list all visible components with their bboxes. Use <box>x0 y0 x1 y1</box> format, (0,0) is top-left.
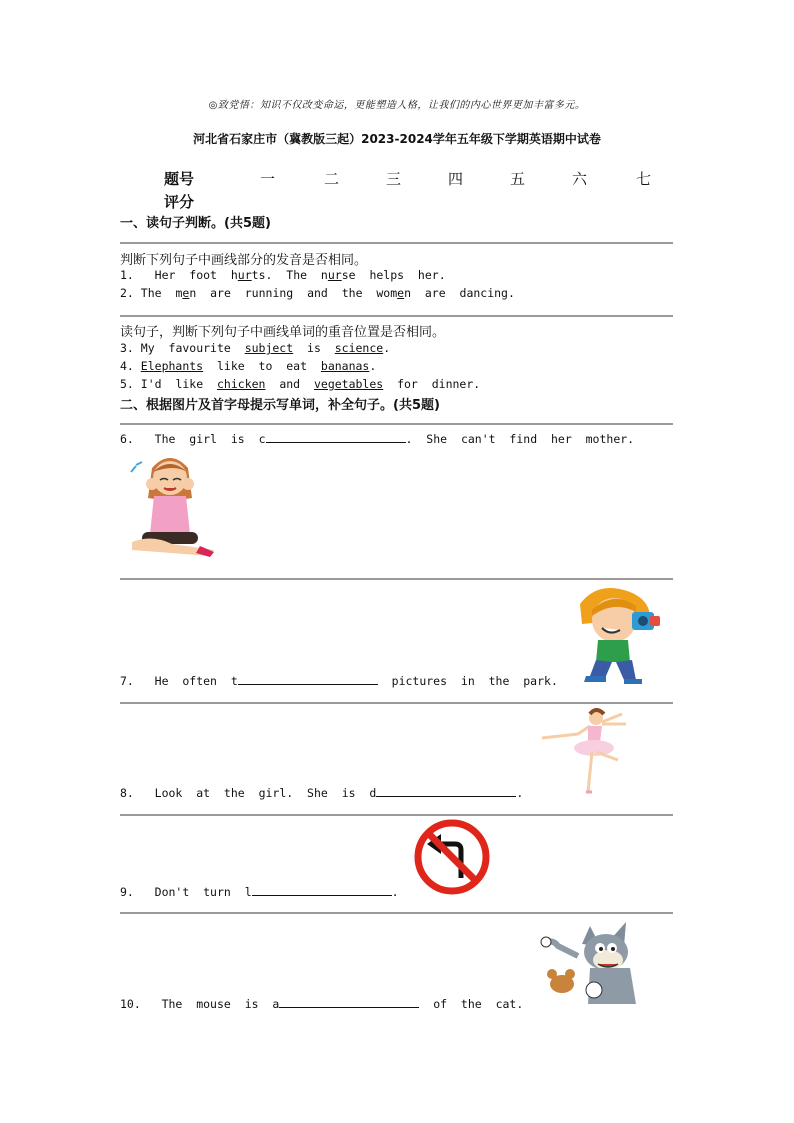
cat-and-mouse-image <box>538 918 638 1008</box>
divider <box>120 702 673 704</box>
dancing-girl-image <box>538 708 632 798</box>
crying-girl-image <box>122 446 218 562</box>
question-2: 2. The men are running and the women are dancing. <box>120 286 515 300</box>
question-5: 5. I'd like chicken and vegetables for dinner. <box>120 377 481 391</box>
divider <box>120 912 673 914</box>
score-col-5: 五 <box>510 170 526 188</box>
score-col-6: 六 <box>572 170 588 188</box>
score-table-row-label: 题号 <box>164 170 195 188</box>
divider <box>120 242 673 244</box>
answer-blank[interactable] <box>376 785 516 797</box>
score-col-4: 四 <box>448 170 464 188</box>
question-8: 8. Look at the girl. She is d . <box>120 786 524 800</box>
answer-blank[interactable] <box>238 673 378 685</box>
answer-blank[interactable] <box>252 884 392 896</box>
divider <box>120 814 673 816</box>
question-3: 3. My favourite subject is science. <box>120 341 391 355</box>
question-9: 9. Don't turn l . <box>120 885 399 899</box>
score-table-row2-label: 评分 <box>164 193 195 211</box>
score-col-2: 二 <box>324 170 340 188</box>
section1-heading: 一、读句子判断。(共5题) <box>120 216 271 231</box>
divider <box>120 578 673 580</box>
question-6: 6. The girl is c . She can't find her mother. <box>120 432 635 446</box>
question-7: 7. He often t pictures in the park. <box>120 674 558 688</box>
score-col-3: 三 <box>386 170 402 188</box>
no-left-turn-sign-icon <box>413 818 491 896</box>
exam-title: 河北省石家庄市（冀教版三起）2023-2024学年五年级下学期英语期中试卷 <box>193 132 601 146</box>
divider <box>120 423 673 425</box>
question-1: 1. Her foot hurts. The nurse helps her. <box>120 268 446 282</box>
answer-blank[interactable] <box>266 431 406 443</box>
section2-heading: 二、根据图片及首字母提示写单词，补全句子。(共5题) <box>120 398 440 413</box>
score-col-1: 一 <box>260 170 276 188</box>
answer-blank[interactable] <box>279 996 419 1008</box>
score-col-7: 七 <box>636 170 652 188</box>
boy-taking-photo-image <box>572 584 664 684</box>
divider <box>120 315 673 317</box>
section1-instruction-b: 读句子，判断下列句子中画线单词的重音位置是否相同。 <box>120 325 446 340</box>
section1-instruction-a: 判断下列句子中画线部分的发音是否相同。 <box>120 253 368 268</box>
question-10: 10. The mouse is a of the cat. <box>120 997 524 1011</box>
motto: ◎致党悟：知识不仅改变命运，更能塑造人格，让我们的内心世界更加丰富多元。 <box>208 100 586 111</box>
question-4: 4. Elephants like to eat bananas. <box>120 359 377 373</box>
